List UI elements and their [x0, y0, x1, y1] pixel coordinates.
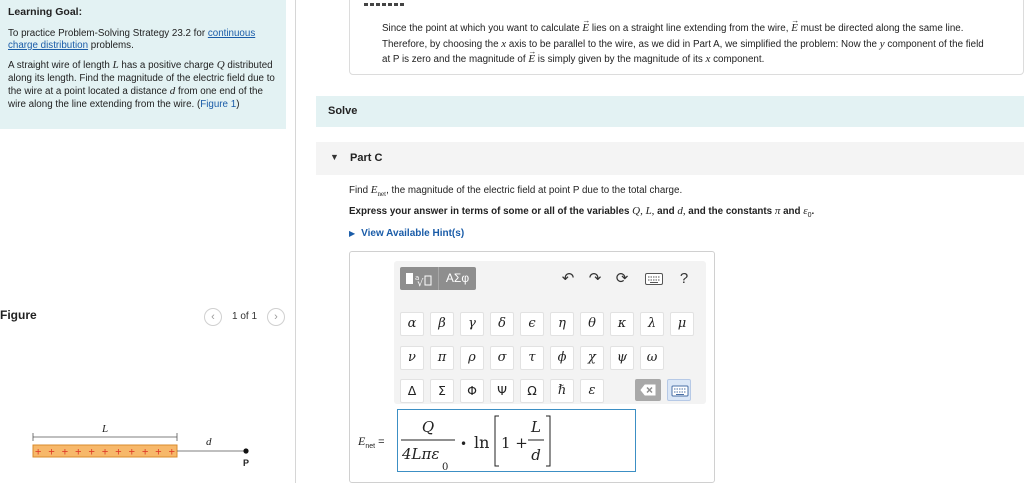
- symbol-button[interactable]: ρ: [460, 346, 484, 370]
- vector-arrow-icon: →: [528, 47, 537, 56]
- learning-goal-box: [0, 0, 286, 129]
- templates-icon: [400, 267, 438, 290]
- symbol-button[interactable]: Φ: [460, 379, 484, 403]
- symbol-button[interactable]: Δ: [400, 379, 424, 403]
- answer-inner-denominator: d: [531, 446, 541, 464]
- vector-arrow-icon: →: [582, 16, 591, 25]
- point-p-label: P: [243, 458, 250, 468]
- redo-icon[interactable]: ↷: [588, 270, 602, 287]
- part-c-header[interactable]: [316, 142, 1024, 175]
- symbol-button[interactable]: τ: [520, 346, 544, 370]
- figure-pager: 1 of 1: [232, 311, 258, 322]
- rod-charges: +++++++++++: [35, 446, 175, 458]
- symbol-button[interactable]: Ψ: [490, 379, 514, 403]
- answer-area: [349, 251, 715, 483]
- previous-part-text: Since the point at which you want to calculate E → lies on a straight line extending from the wire, E → must be directed along the same line. Therefore, by choosing the x axis to be parallel to the wire, as we did in Part A, we simplified the problem: Now the y component of the field at P is zero and the magnitude of E → is simply given by the magnitude of its x component.: [382, 16, 984, 65]
- symbol-button[interactable]: Σ: [430, 379, 454, 403]
- length-label: L: [102, 423, 109, 435]
- symbol-button[interactable]: θ: [580, 312, 604, 336]
- symbol-button[interactable]: ϵ: [520, 312, 544, 336]
- learning-goal-intro: To practice Problem-Solving Strategy 23.2 for continuous charge distribution problems.: [8, 28, 256, 51]
- caret-down-icon[interactable]: ▼: [330, 152, 339, 162]
- symbol-button[interactable]: ℏ: [550, 379, 574, 403]
- right-panel: [316, 0, 1024, 483]
- answer-denominator-sub: 0: [442, 462, 449, 473]
- part-c-title: Part C: [350, 152, 383, 164]
- answer-denominator: 4Lπε: [402, 445, 440, 463]
- svg-text:a: a: [415, 274, 420, 282]
- reset-icon[interactable]: ⟳: [615, 270, 629, 287]
- symbol-button[interactable]: ω: [640, 346, 664, 370]
- symbol-button[interactable]: ε: [580, 379, 604, 403]
- keyboard-icon[interactable]: [667, 379, 691, 401]
- answer-expression: [398, 410, 637, 473]
- solve-title: Solve: [328, 105, 358, 117]
- symbol-button[interactable]: μ: [670, 312, 694, 336]
- backspace-icon[interactable]: [635, 379, 661, 401]
- symbol-button[interactable]: ψ: [610, 346, 634, 370]
- answer-input[interactable]: [397, 409, 636, 472]
- symbol-button[interactable]: κ: [610, 312, 634, 336]
- left-panel: [0, 0, 296, 483]
- symbol-button[interactable]: γ: [460, 312, 484, 336]
- answer-ln: ln: [474, 433, 490, 452]
- templates-button[interactable]: [400, 267, 438, 290]
- answer-one-plus: 1 +: [501, 434, 528, 452]
- wire-figure: [24, 418, 264, 474]
- answer-numerator: Q: [421, 418, 435, 436]
- symbol-button[interactable]: δ: [490, 312, 514, 336]
- figure-link[interactable]: Figure 1: [200, 98, 237, 110]
- answer-inner-numerator: L: [531, 418, 541, 436]
- caret-right-icon: ▶: [349, 229, 356, 238]
- previous-part-feedback: [349, 0, 1024, 75]
- view-hints-link[interactable]: ▶ View Available Hint(s): [349, 228, 465, 239]
- part-c-question: Find $E_{net}$, the magnitude of the electric field at point P due to the total charge.: [349, 184, 683, 198]
- symbol-button[interactable]: λ: [640, 312, 664, 336]
- symbol-button[interactable]: π: [430, 346, 454, 370]
- solve-section-header: [316, 96, 1024, 127]
- symbol-button[interactable]: σ: [490, 346, 514, 370]
- greek-symbols-button[interactable]: ΑΣφ: [438, 267, 476, 290]
- problem-statement: A straight wire of length L has a positive charge Q distributed along its length. Find the magnitude of the electric field due to the wire at a point located a distance d from one end of the wire along the line extending from the wire. (Figure 1): [8, 59, 275, 110]
- symbol-button[interactable]: η: [550, 312, 574, 336]
- math-palette: [394, 261, 706, 404]
- figure-title: Figure: [0, 308, 37, 322]
- symbol-button[interactable]: α: [400, 312, 424, 336]
- symbol-button[interactable]: Ω: [520, 379, 544, 403]
- learning-goal-title: Learning Goal:: [8, 6, 83, 18]
- help-icon[interactable]: ?: [679, 270, 689, 287]
- chevron-right-icon[interactable]: ›: [267, 308, 285, 326]
- symbol-button[interactable]: χ: [580, 346, 604, 370]
- symbol-button[interactable]: ν: [400, 346, 424, 370]
- answer-dot: •: [460, 437, 468, 451]
- vector-arrow-icon: →: [791, 16, 800, 25]
- strategy-link[interactable]: continuous charge distribution: [8, 28, 256, 51]
- symbol-button[interactable]: ϕ: [550, 346, 574, 370]
- svg-text:√: √: [417, 278, 424, 289]
- answer-variable-label: $E_{net}$ =: [358, 434, 385, 451]
- chevron-left-icon[interactable]: ‹: [204, 308, 222, 326]
- keyboard-shortcuts-icon[interactable]: [644, 269, 664, 289]
- part-c-instruction: Express your answer in terms of some or all of the variables Q, L, and d, and the constants π and $\varepsilon_0$.: [349, 205, 815, 219]
- figure-header: [0, 306, 296, 330]
- distance-label: d: [206, 436, 212, 448]
- undo-icon[interactable]: ↶: [561, 270, 575, 287]
- symbol-button[interactable]: β: [430, 312, 454, 336]
- point-p: [243, 448, 248, 453]
